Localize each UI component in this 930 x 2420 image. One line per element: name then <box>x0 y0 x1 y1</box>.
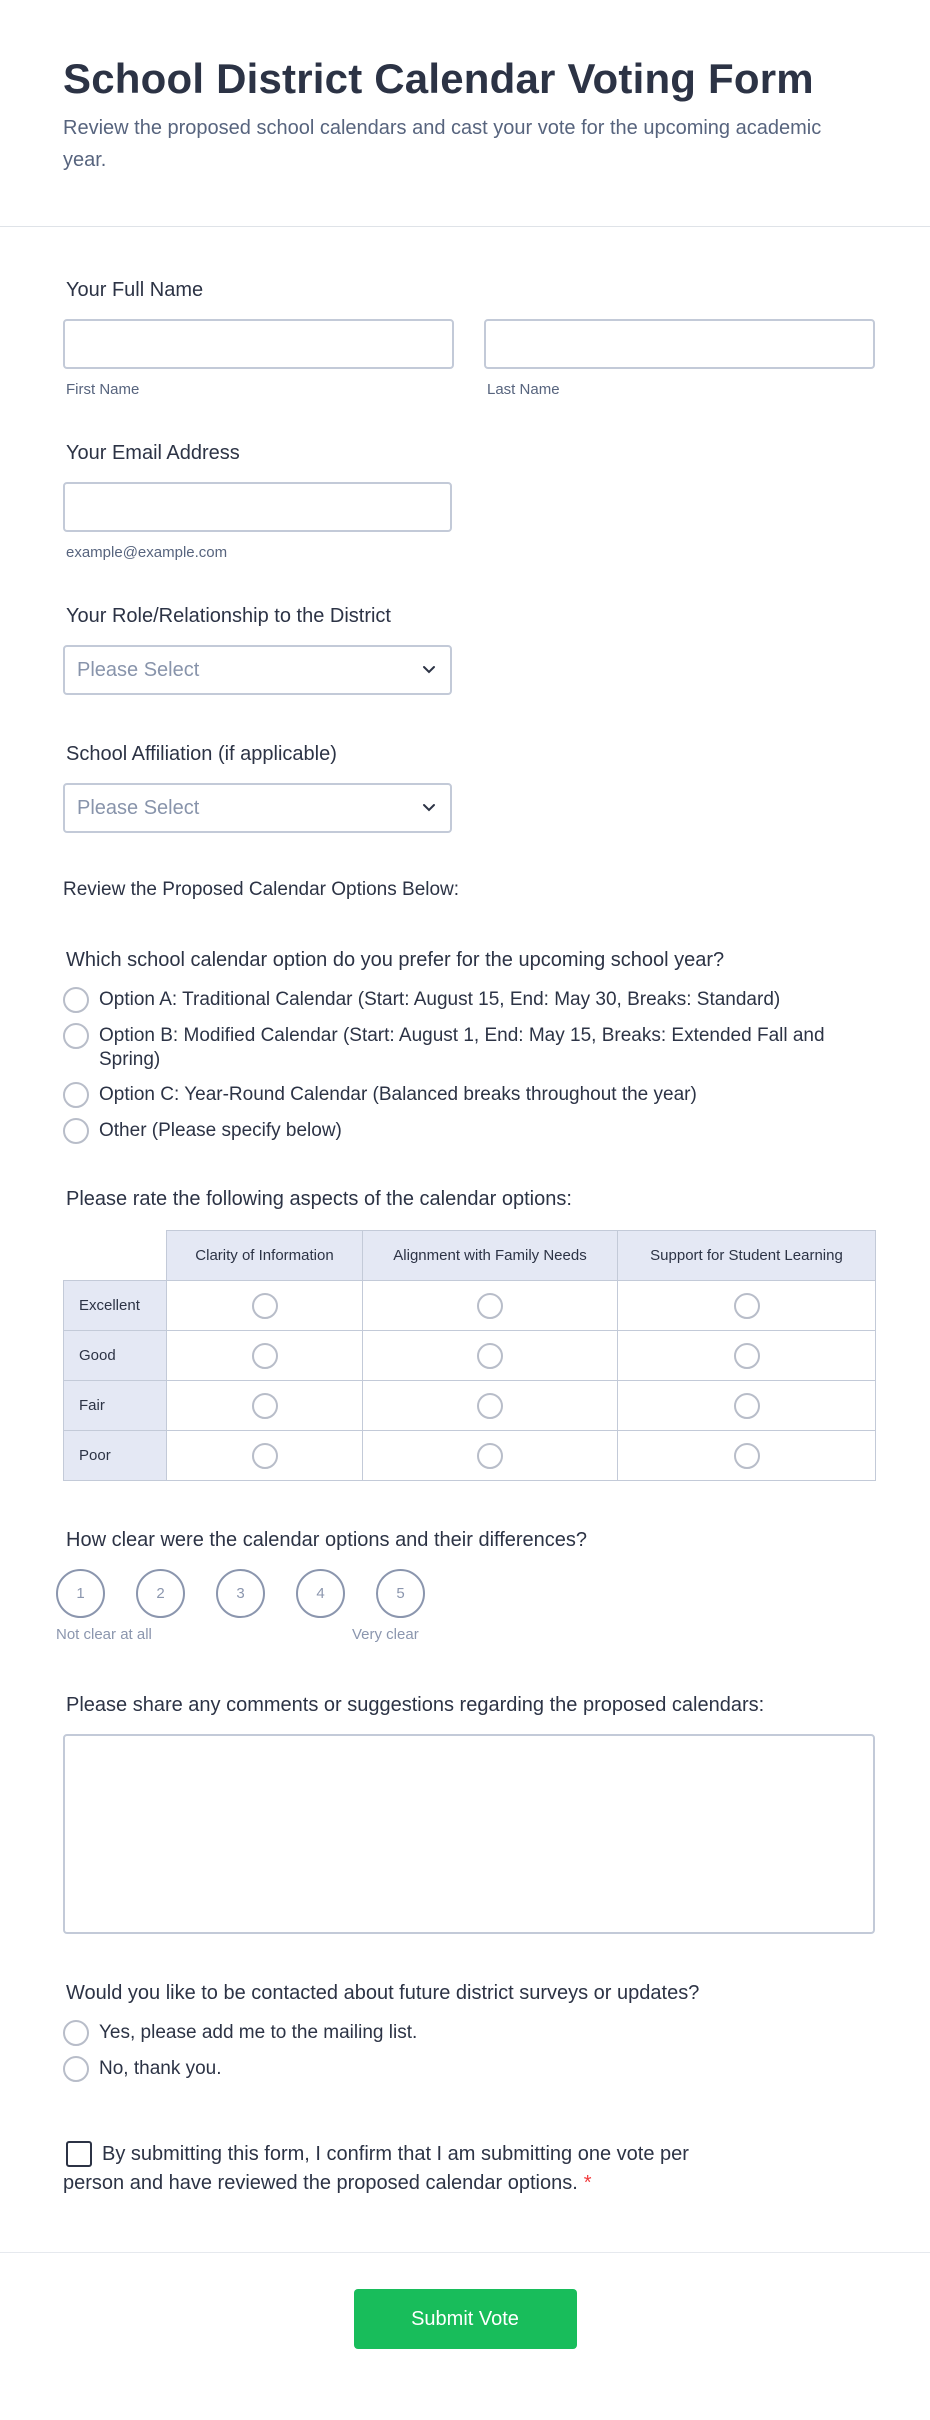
matrix-cell <box>167 1331 363 1381</box>
form-subtitle: Review the proposed school calendars and cast your vote for the upcoming academic year. <box>63 117 822 172</box>
comments-label: Please share any comments or suggestions regarding the proposed calendars: <box>66 1694 765 1717</box>
radio-button[interactable] <box>734 1393 760 1419</box>
radio-button[interactable] <box>63 987 89 1013</box>
matrix-row <box>64 1381 876 1431</box>
matrix-cell <box>167 1431 363 1481</box>
email-input[interactable] <box>63 482 452 532</box>
matrix-row <box>64 1431 876 1481</box>
scale-high-label: Very clear <box>352 1626 419 1644</box>
chevron-down-icon <box>420 799 438 817</box>
last-name-input[interactable] <box>484 319 875 369</box>
full-name-field <box>63 277 875 398</box>
matrix-corner <box>64 1231 167 1281</box>
comments-field <box>63 1692 875 1934</box>
radio-button[interactable] <box>63 1023 89 1049</box>
contact-label: Would you like to be contacted about future district surveys or updates? <box>66 1982 700 2005</box>
matrix-column-header: Clarity of Information <box>167 1231 363 1281</box>
radio-button[interactable] <box>252 1293 278 1319</box>
calendar-option-label: Option C: Year-Round Calendar (Balanced breaks throughout the year) <box>99 1084 697 1106</box>
first-name-sublabel: First Name <box>66 381 140 399</box>
matrix-row-header: Good <box>64 1331 167 1381</box>
radio-button[interactable] <box>477 1343 503 1369</box>
matrix-column-header: Alignment with Family Needs <box>363 1231 618 1281</box>
scale-low-label: Not clear at all <box>56 1626 152 1644</box>
contact-option-no[interactable] <box>63 2056 875 2082</box>
radio-button[interactable] <box>477 1443 503 1469</box>
radio-button[interactable] <box>252 1443 278 1469</box>
radio-button[interactable] <box>63 1082 89 1108</box>
calendar-options <box>63 987 875 1144</box>
scale-option-1[interactable]: 1 <box>56 1569 105 1618</box>
consent-checkbox[interactable] <box>66 2141 92 2167</box>
name-row <box>63 319 875 398</box>
scale-label: How clear were the calendar options and their differences? <box>66 1529 588 1552</box>
consent-text-line2-row <box>63 2169 875 2198</box>
consent-row <box>63 2140 875 2169</box>
role-label: Your Role/Relationship to the District <box>66 605 391 628</box>
scale-option-5[interactable]: 5 <box>376 1569 425 1618</box>
scale-option-4[interactable]: 4 <box>296 1569 345 1618</box>
form-header <box>0 0 930 227</box>
email-label: Your Email Address <box>66 442 240 465</box>
last-name-col <box>484 319 875 398</box>
matrix-row <box>64 1331 876 1381</box>
matrix-row <box>64 1281 876 1331</box>
consent-field <box>63 2140 875 2198</box>
full-name-label: Your Full Name <box>66 279 204 302</box>
calendar-option-other[interactable] <box>63 1118 875 1144</box>
form-footer <box>0 2252 930 2402</box>
matrix-cell <box>167 1281 363 1331</box>
first-name-col <box>63 319 454 398</box>
scale-option-2[interactable]: 2 <box>136 1569 185 1618</box>
role-field <box>63 603 875 695</box>
comments-textarea[interactable] <box>63 1734 875 1934</box>
email-field <box>63 440 875 561</box>
matrix-row-header: Poor <box>64 1431 167 1481</box>
role-select[interactable] <box>63 645 452 695</box>
radio-button[interactable] <box>63 2056 89 2082</box>
consent-text-line2: person and have reviewed the proposed calendar options. <box>63 2172 578 2195</box>
submit-button[interactable]: Submit Vote <box>354 2289 577 2349</box>
rating-matrix-field <box>63 1186 875 1481</box>
radio-button[interactable] <box>734 1293 760 1319</box>
review-text: Review the Proposed Calendar Options Below: <box>63 879 460 901</box>
matrix-cell <box>618 1281 876 1331</box>
radio-button[interactable] <box>734 1443 760 1469</box>
contact-option-label: No, thank you. <box>99 2058 222 2080</box>
school-select-placeholder: Please Select <box>77 796 200 819</box>
radio-button[interactable] <box>477 1293 503 1319</box>
radio-button[interactable] <box>477 1393 503 1419</box>
clarity-scale-field <box>56 1527 875 1646</box>
first-name-input[interactable] <box>63 319 454 369</box>
matrix-cell <box>363 1431 618 1481</box>
contact-options <box>63 2020 875 2082</box>
matrix-cell <box>363 1281 618 1331</box>
matrix-cell <box>363 1381 618 1431</box>
calendar-option-b[interactable] <box>63 1023 875 1072</box>
email-sublabel: example@example.com <box>66 544 228 562</box>
matrix-row-header: Fair <box>64 1381 167 1431</box>
chevron-down-icon <box>420 661 438 679</box>
consent-text-line1: By submitting this form, I confirm that I am submitting one vote per <box>102 2143 689 2166</box>
school-select[interactable] <box>63 783 452 833</box>
radio-button[interactable] <box>252 1343 278 1369</box>
matrix-cell <box>363 1331 618 1381</box>
matrix-header-row <box>64 1231 876 1281</box>
school-field <box>63 741 875 833</box>
calendar-option-label: Option B: Modified Calendar (Start: August 1, End: May 15, Breaks: Extended Fall and Spring) <box>99 1025 825 1071</box>
radio-button[interactable] <box>252 1393 278 1419</box>
contact-option-label: Yes, please add me to the mailing list. <box>99 2022 418 2044</box>
school-label: School Affiliation (if applicable) <box>66 743 337 766</box>
required-mark: * <box>583 2172 592 2195</box>
radio-button[interactable] <box>63 2020 89 2046</box>
matrix-row-header: Excellent <box>64 1281 167 1331</box>
calendar-option-label: Option A: Traditional Calendar (Start: August 15, End: May 30, Breaks: Standard) <box>99 989 781 1011</box>
calendar-option-c[interactable] <box>63 1082 875 1108</box>
last-name-sublabel: Last Name <box>487 381 560 399</box>
matrix-cell <box>618 1331 876 1381</box>
radio-button[interactable] <box>63 1118 89 1144</box>
calendar-option-label: Other (Please specify below) <box>99 1120 342 1142</box>
radio-button[interactable] <box>734 1343 760 1369</box>
scale-labels <box>56 1626 875 1646</box>
calendar-option-a[interactable] <box>63 987 875 1013</box>
matrix-cell <box>618 1381 876 1431</box>
role-select-placeholder: Please Select <box>77 658 200 681</box>
scale-option-3[interactable]: 3 <box>216 1569 265 1618</box>
calendar-question-label: Which school calendar option do you prefer for the upcoming school year? <box>66 949 725 972</box>
form-body <box>0 277 930 2198</box>
form-title: School District Calendar Voting Form <box>63 55 814 102</box>
scale-options <box>56 1569 875 1618</box>
matrix-column-header: Support for Student Learning <box>618 1231 876 1281</box>
rating-matrix <box>63 1230 876 1481</box>
matrix-cell <box>618 1431 876 1481</box>
contact-option-yes[interactable] <box>63 2020 875 2046</box>
matrix-label: Please rate the following aspects of the calendar options: <box>66 1188 572 1211</box>
calendar-question <box>63 947 875 1144</box>
matrix-cell <box>167 1381 363 1431</box>
contact-field <box>63 1980 875 2082</box>
